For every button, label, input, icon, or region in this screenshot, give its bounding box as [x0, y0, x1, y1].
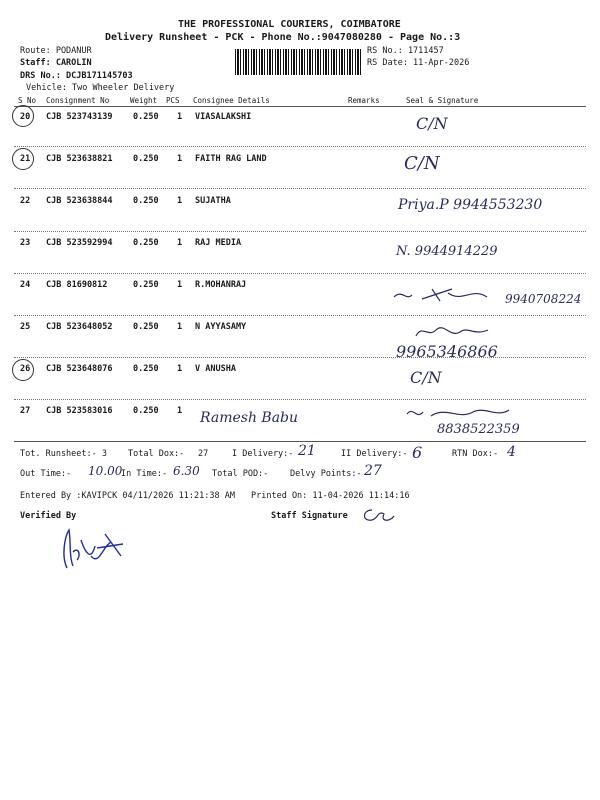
row-pcs: 1: [177, 238, 183, 248]
total-pod-label: Total POD:-: [212, 469, 269, 479]
staff-label: Staff: CAROLIN: [20, 58, 92, 68]
rtn-dox-label: RTN Dox:-: [452, 449, 499, 459]
total-dox-label: Total Dox:-: [128, 449, 185, 459]
col-header-consignment: Consignment No: [46, 96, 110, 105]
row-weight: 0.250: [133, 364, 159, 374]
row-consignment: CJB 523638821: [46, 154, 113, 164]
col-header-pcs: PCS: [166, 96, 180, 105]
row-consignment: CJB 523648076: [46, 364, 113, 374]
row-pcs: 1: [177, 280, 183, 290]
row-consignee: V ANUSHA: [195, 364, 236, 374]
row-signature: C/N: [410, 368, 442, 387]
rs-number: RS No.: 1711457: [367, 46, 444, 56]
verified-by-label: Verified By: [20, 511, 77, 521]
in-time-value: 6.30: [173, 464, 200, 478]
header-divider: [14, 106, 586, 107]
printed-on: Printed On: 11-04-2026 11:14:16: [251, 491, 410, 501]
row-weight: 0.250: [133, 238, 159, 248]
row-consignment: CJB 523583016: [46, 406, 113, 416]
row-pcs: 1: [177, 154, 183, 164]
route-label: Route: PODANUR: [20, 46, 92, 56]
scribble-signature: [414, 322, 494, 340]
row-weight: 0.250: [133, 406, 159, 416]
scribble-signature: [405, 404, 515, 422]
row-sno: 20: [20, 112, 31, 122]
row-signature: C/N: [416, 114, 448, 133]
i-delivery-label: I Delivery:-: [232, 449, 294, 459]
row-pcs: 1: [177, 364, 183, 374]
document-title: THE PROFESSIONAL COURIERS, COIMBATORE: [178, 19, 401, 30]
delvy-points-label: Delvy Points:-: [290, 469, 362, 479]
row-handwritten-name: Ramesh Babu: [200, 410, 299, 426]
row-divider: [14, 273, 586, 274]
row-sno: 23: [20, 238, 31, 248]
entered-by: Entered By :KAVIPCK 04/11/2026 11:21:38 AM: [20, 491, 235, 501]
row-sno: 24: [20, 280, 31, 290]
tot-runsheet: Tot. Runsheet:- 3: [20, 449, 107, 459]
row-signature: Priya.P 9944553230: [398, 197, 543, 213]
row-weight: 0.250: [133, 280, 159, 290]
row-consignee: FAITH RAG LAND: [195, 154, 267, 164]
ii-delivery-value: 6: [412, 443, 423, 462]
row-divider: [14, 315, 586, 316]
i-delivery-value: 21: [298, 443, 316, 459]
col-header-seal: Seal & Signature: [406, 96, 479, 105]
row-consignment: CJB 81690812: [46, 280, 108, 290]
row-consignee: N AYYASAMY: [195, 322, 247, 332]
row-sno: 22: [20, 196, 31, 206]
out-time-value: 10.00: [88, 464, 123, 478]
verifier-signature-mark: [55, 526, 130, 574]
staff-signature-mark: [360, 506, 400, 524]
delvy-points-value: 27: [364, 463, 382, 479]
barcode: [235, 49, 363, 75]
total-dox-value: 27: [198, 449, 209, 459]
row-signature: C/N: [404, 153, 440, 174]
table-bottom-divider: [14, 441, 586, 442]
row-sno: 25: [20, 322, 31, 332]
row-consignee: SUJATHA: [195, 196, 231, 206]
row-weight: 0.250: [133, 154, 159, 164]
row-consignment: CJB 523648052: [46, 322, 113, 332]
document-subtitle: Delivery Runsheet - PCK - Phone No.:9047080280 - Page No.:3: [105, 32, 461, 43]
row-divider: [14, 357, 586, 358]
row-signature: 9965346866: [396, 342, 498, 361]
row-divider: [14, 231, 586, 232]
staff-signature-label: Staff Signature: [271, 511, 348, 521]
row-divider: [14, 399, 586, 400]
out-time-label: Out Time:-: [20, 469, 72, 479]
row-sno: 27: [20, 406, 31, 416]
row-divider: [14, 188, 586, 189]
row-pcs: 1: [177, 406, 183, 416]
row-consignee: R.MOHANRAJ: [195, 280, 247, 290]
col-header-sno: S No: [18, 96, 37, 105]
row-consignment: CJB 523592994: [46, 238, 113, 248]
row-pcs: 1: [177, 112, 183, 122]
row-pcs: 1: [177, 196, 183, 206]
row-sno: 26: [20, 364, 31, 374]
scribble-signature: [392, 285, 502, 305]
row-consignee: RAJ MEDIA: [195, 238, 242, 248]
row-weight: 0.250: [133, 322, 159, 332]
col-header-consignee: Consignee Details: [193, 96, 270, 105]
row-consignment: CJB 523743139: [46, 112, 113, 122]
row-sno: 21: [20, 154, 31, 164]
row-consignment: CJB 523638844: [46, 196, 113, 206]
col-header-remarks: Remarks: [348, 96, 380, 105]
row-weight: 0.250: [133, 196, 159, 206]
row-divider: [14, 146, 586, 147]
in-time-label: In Time:-: [121, 469, 168, 479]
drs-number: DRS No.: DCJB171145703: [20, 71, 133, 81]
row-signature: N. 9944914229: [396, 244, 498, 259]
col-header-weight: Weight: [130, 96, 158, 105]
row-weight: 0.250: [133, 112, 159, 122]
row-signature: 8838522359: [437, 422, 520, 437]
rs-date: RS Date: 11-Apr-2026: [367, 58, 470, 68]
row-consignee: VIASALAKSHI: [195, 112, 252, 122]
rtn-dox-value: 4: [507, 444, 516, 460]
ii-delivery-label: II Delivery:-: [341, 449, 408, 459]
row-pcs: 1: [177, 322, 183, 332]
vehicle-label: Vehicle: Two Wheeler Delivery: [26, 83, 175, 93]
row-signature: 9940708224: [505, 292, 582, 306]
